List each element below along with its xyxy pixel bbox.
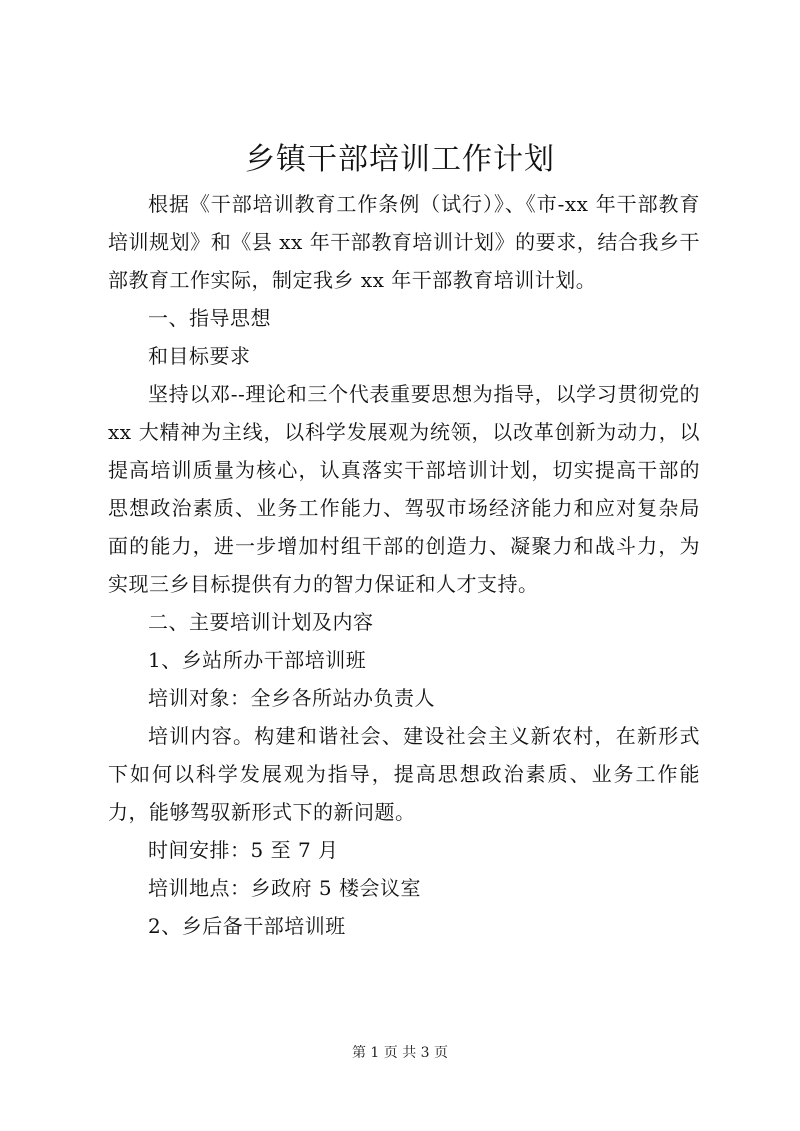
section-heading-goals: 和目标要求: [148, 344, 251, 368]
paragraph-training-location: 培训地点：乡政府 5 楼会议室: [148, 876, 421, 900]
paragraph-time-schedule: 时间安排：5 至 7 月: [148, 838, 339, 862]
section-heading-training-plan: 二、主要培训计划及内容: [148, 610, 374, 634]
subsection-heading-station-cadres: 1、乡站所办干部培训班: [148, 648, 367, 672]
paragraph-training-target: 培训对象：全乡各所站办负责人: [148, 686, 435, 710]
page-footer: 第 1 页 共 3 页: [351, 1045, 449, 1061]
paragraph-guiding-content: 坚持以邓--理论和三个代表重要思想为指导，以学习贯彻党的 xx 大精神为主线，以科学发展观为统领，以改革创新为动力，以提高培训质量为核心，认真落实干部培训计划，切实提高干部的思想政治素质、业务工作能力、驾驭市场经济能力和应对复杂局面的能力，进一步增加村组干部的创造力、凝聚力和战斗力，为实现三乡目标提供有力的智力保证和人才支持。: [108, 382, 700, 596]
paragraph-training-content: 培训内容。构建和谐社会、建设社会主义新农村，在新形式下如何以科学发展观为指导，提高思想政治素质、业务工作能力，能够驾驭新形式下的新问题。: [108, 724, 700, 824]
section-heading-guiding-ideology: 一、指导思想: [148, 306, 271, 330]
paragraph-intro: 根据《干部培训教育工作条例（试行）》、《市-xx 年干部教育培训规划》和《县 xx 年干部教育培训计划》的要求，结合我乡干部教育工作实际，制定我乡 xx 年干部教育培训计划。: [108, 192, 700, 292]
document-body: [108, 185, 700, 945]
document-title: 乡镇干部培训工作计划: [245, 142, 555, 177]
subsection-heading-reserve-cadres: 2、乡后备干部培训班: [148, 914, 346, 938]
